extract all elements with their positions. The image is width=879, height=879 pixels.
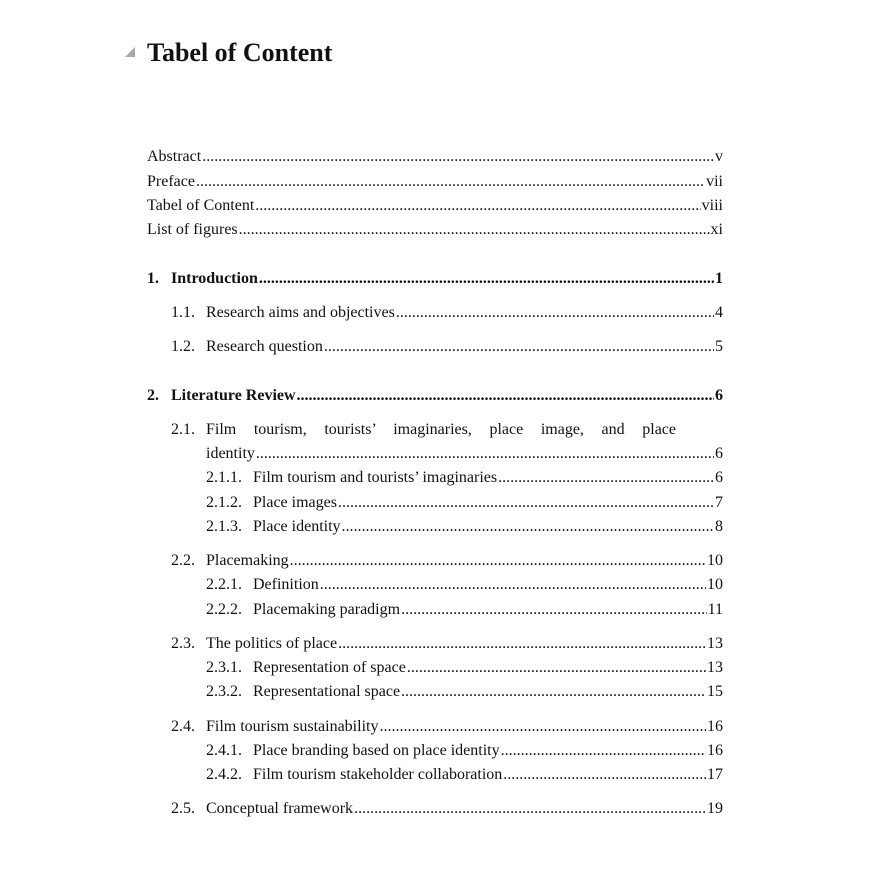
toc-section-film-tourism[interactable] bbox=[206, 443, 723, 465]
toc-section-placemaking[interactable] bbox=[171, 550, 723, 572]
toc-entry-number: 2.1.3. bbox=[206, 518, 242, 535]
toc-entry-page: 10 bbox=[707, 576, 723, 593]
toc-entry-page: 1 bbox=[715, 270, 723, 287]
dot-leader bbox=[320, 574, 706, 596]
toc-entry-list-of-figures[interactable] bbox=[147, 219, 723, 241]
toc-entry-tabel-of-content[interactable] bbox=[147, 195, 723, 217]
toc-entry-page: 10 bbox=[707, 552, 723, 569]
toc-section-film-tourism-sustainability[interactable] bbox=[171, 716, 723, 738]
toc-entry-number: 2.2. bbox=[171, 552, 195, 569]
toc-entry-page: 7 bbox=[715, 494, 723, 511]
toc-entry-title: Place images bbox=[253, 494, 337, 511]
toc-entry-title: Preface bbox=[147, 173, 195, 190]
toc-section-title-line[interactable]: Film tourism, tourists’ imaginaries, place image, and place bbox=[206, 421, 676, 438]
toc-entry-title: Definition bbox=[253, 576, 319, 593]
toc-entry-number: 1. bbox=[147, 270, 159, 287]
toc-entry-title: List of figures bbox=[147, 221, 238, 238]
toc-chapter-introduction[interactable] bbox=[147, 268, 723, 290]
toc-entry-number: 2.4. bbox=[171, 718, 195, 735]
toc-entry-page: viii bbox=[701, 197, 723, 214]
toc-subsection-film-tourism-imaginaries[interactable] bbox=[206, 467, 723, 489]
toc-entry-title: Abstract bbox=[147, 148, 202, 165]
toc-subsection-representation-of-space[interactable] bbox=[206, 657, 723, 679]
toc-entry-title: Literature Review bbox=[171, 387, 296, 404]
toc-entry-page: 16 bbox=[707, 718, 723, 735]
toc-entry-title: Film tourism stakeholder collaboration bbox=[253, 766, 503, 783]
toc-entry-page: v bbox=[715, 148, 723, 165]
toc-entry-title: Representational space bbox=[253, 683, 401, 700]
dot-leader bbox=[354, 798, 706, 820]
dot-leader bbox=[297, 385, 714, 407]
dot-leader bbox=[202, 146, 714, 168]
toc-entry-title: Research question bbox=[206, 338, 323, 355]
toc-entry-page: 5 bbox=[715, 338, 723, 355]
toc-entry-number: 2.4.1. bbox=[206, 742, 242, 759]
dot-leader bbox=[338, 492, 714, 514]
toc-entry-title: Place identity bbox=[253, 518, 341, 535]
toc-entry-page: 17 bbox=[707, 766, 723, 783]
toc-entry-abstract[interactable] bbox=[147, 146, 723, 168]
dot-leader bbox=[401, 599, 707, 621]
toc-entry-number: 2.1.2. bbox=[206, 494, 242, 511]
dot-leader bbox=[501, 740, 706, 762]
dot-leader bbox=[259, 268, 714, 290]
toc-chapter-literature-review[interactable] bbox=[147, 385, 723, 407]
toc-entry-title: Conceptual framework bbox=[206, 800, 354, 817]
toc-entry-number: 2. bbox=[147, 387, 159, 404]
toc-entry-preface[interactable] bbox=[147, 171, 723, 193]
toc-subsection-definition[interactable] bbox=[206, 574, 723, 596]
toc-entry-number: 2.1.1. bbox=[206, 469, 242, 486]
toc-entry-page: 6 bbox=[715, 469, 723, 486]
toc-subsection-place-images[interactable] bbox=[206, 492, 723, 514]
toc-subsection-representational-space[interactable] bbox=[206, 681, 723, 703]
toc-entry-page: 15 bbox=[707, 683, 723, 700]
toc-entry-number: 2.4.2. bbox=[206, 766, 242, 783]
dot-leader bbox=[338, 633, 706, 655]
toc-entry-page: 11 bbox=[707, 601, 723, 618]
toc-section-research-question[interactable] bbox=[171, 336, 723, 358]
toc-entry-page: vii bbox=[706, 173, 723, 190]
toc-subsection-place-branding[interactable] bbox=[206, 740, 723, 762]
toc-entry-page: 6 bbox=[715, 445, 723, 462]
toc-entry-page: 13 bbox=[707, 635, 723, 652]
dot-leader bbox=[379, 716, 706, 738]
toc-entry-number: 2.3.2. bbox=[206, 683, 242, 700]
dot-leader bbox=[401, 681, 706, 703]
toc-entry-page: 16 bbox=[707, 742, 723, 759]
toc-entry-page: xi bbox=[710, 221, 723, 238]
dot-leader bbox=[498, 467, 714, 489]
toc-entry-title: Research aims and objectives bbox=[206, 304, 395, 321]
toc-entry-number: 1.1. bbox=[171, 304, 195, 321]
toc-section-conceptual-framework[interactable] bbox=[171, 798, 723, 820]
toc-entry-title: Introduction bbox=[171, 270, 258, 287]
toc-entry-number: 2.1. bbox=[171, 421, 195, 438]
toc-entry-number: 2.2.1. bbox=[206, 576, 242, 593]
toc-subsection-placemaking-paradigm[interactable] bbox=[206, 599, 723, 621]
toc-subsection-place-identity[interactable] bbox=[206, 516, 723, 538]
toc-entry-title: identity bbox=[206, 445, 255, 462]
toc-entry-title: Tabel of Content bbox=[147, 197, 255, 214]
toc-section-politics-of-place[interactable] bbox=[171, 633, 723, 655]
toc-subsection-stakeholder-collaboration[interactable] bbox=[206, 764, 723, 786]
dot-leader bbox=[256, 443, 714, 465]
toc-entry-page: 6 bbox=[715, 387, 723, 404]
toc-entry-number: 2.3. bbox=[171, 635, 195, 652]
dot-leader bbox=[407, 657, 706, 679]
toc-entry-number: 2.2.2. bbox=[206, 601, 242, 618]
toc-entry-title: Placemaking bbox=[206, 552, 289, 569]
toc-entry-title: Place branding based on place identity bbox=[253, 742, 500, 759]
toc-entry-title: Film tourism sustainability bbox=[206, 718, 379, 735]
toc-entry-title: Representation of space bbox=[253, 659, 406, 676]
dot-leader bbox=[503, 764, 706, 786]
toc-entry-page: 13 bbox=[707, 659, 723, 676]
dot-leader bbox=[396, 302, 714, 324]
toc-entry-page: 8 bbox=[715, 518, 723, 535]
toc-section-research-aims[interactable] bbox=[171, 302, 723, 324]
toc-entry-page: 4 bbox=[715, 304, 723, 321]
toc-heading: Tabel of Content bbox=[147, 38, 333, 67]
toc-entry-number: 2.3.1. bbox=[206, 659, 242, 676]
toc-entry-title: The politics of place bbox=[206, 635, 338, 652]
toc-entry-title: Placemaking paradigm bbox=[253, 601, 401, 618]
dot-leader bbox=[324, 336, 714, 358]
dot-leader bbox=[196, 171, 705, 193]
toc-entry-number: 1.2. bbox=[171, 338, 195, 355]
toc-entry-page: 19 bbox=[707, 800, 723, 817]
dot-leader bbox=[290, 550, 706, 572]
toc-entry-title: Film tourism and tourists’ imaginaries bbox=[253, 469, 498, 486]
dot-leader bbox=[255, 195, 700, 217]
toc-entry-number: 2.5. bbox=[171, 800, 195, 817]
dot-leader bbox=[239, 219, 710, 241]
dot-leader bbox=[342, 516, 714, 538]
